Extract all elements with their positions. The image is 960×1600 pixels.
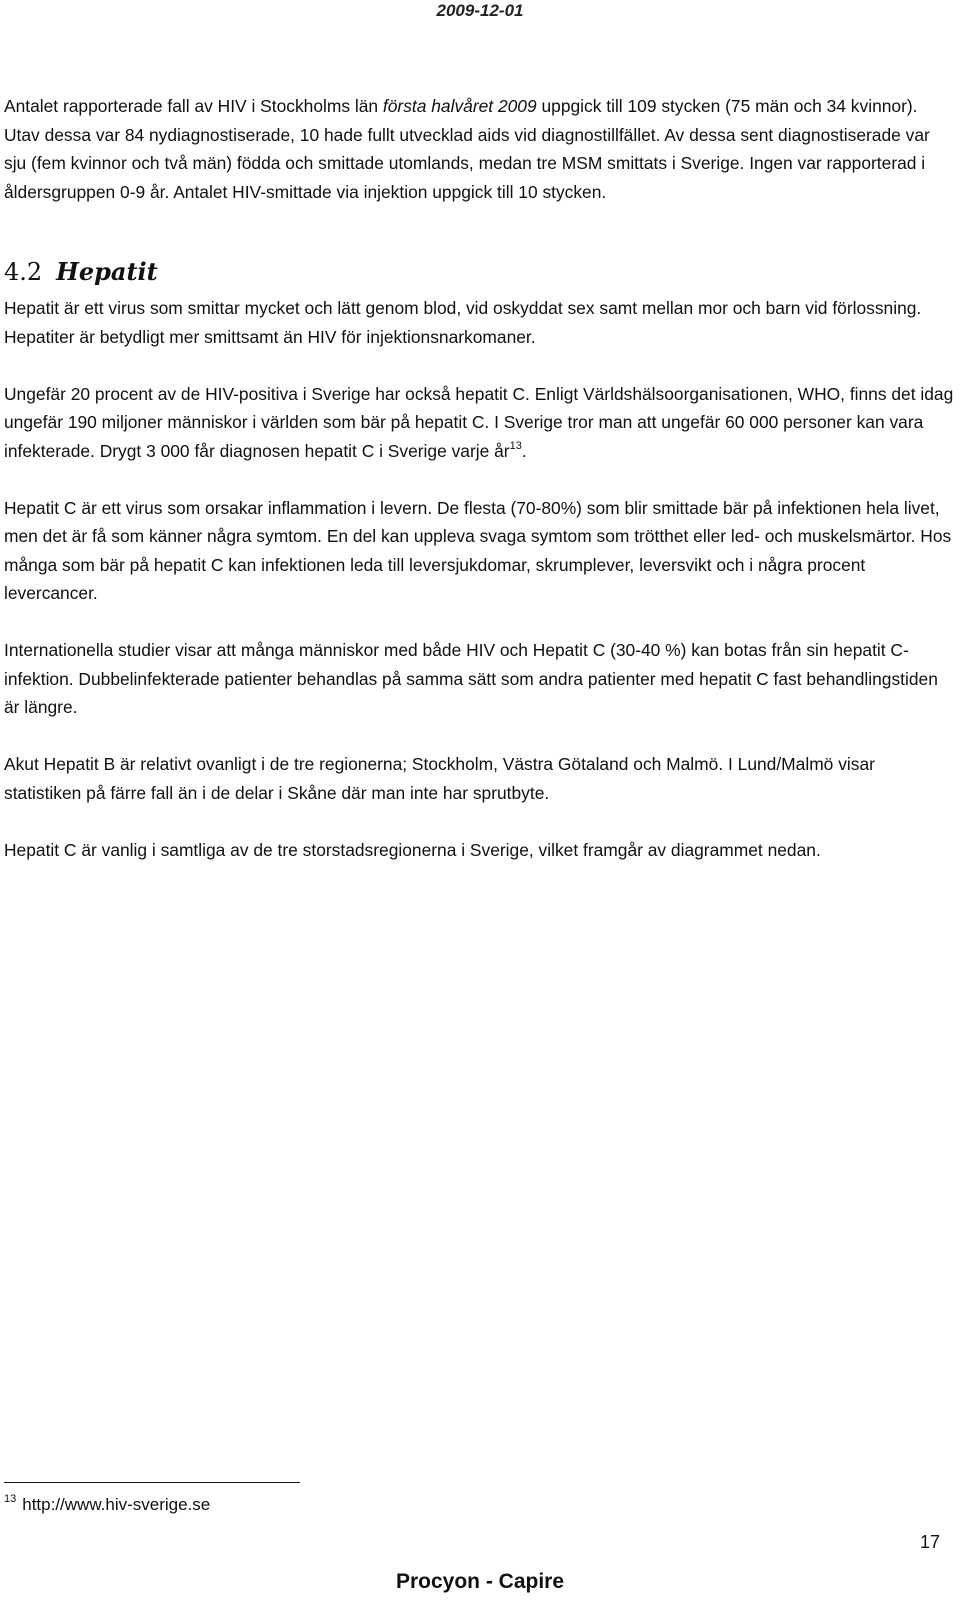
paragraph-acute-hepatit-b: Akut Hepatit B är relativt ovanligt i de tre regionerna; Stockholm, Västra Götaland och Malmö. I Lund/Malmö visar statistiken på färre fall än i de delar i Skåne där man inte har sprutbyte. bbox=[4, 754, 875, 803]
footnote-number: 13 bbox=[4, 1493, 17, 1505]
paragraph-hepatit-c-regions: Hepatit C är vanlig i samtliga av de tre storstadsregionerna i Sverige, vilket framgår av diagrammet nedan. bbox=[4, 839, 821, 860]
paragraph-hepatit-c-description: Hepatit C är ett virus som orsakar inflammation i levern. De flesta (70-80%) som blir smittade bär på infektionen hela livet, men det är få som känner några symtom. En del kan uppleva svaga symtom som trötthet eller led- och muskelsmärtor. Hos många som bär på hepatit C kan infektionen leda till leversjukdomar, skrumplever, leversvikt och i några procent levercancer. bbox=[4, 497, 952, 603]
paragraph-end-period: . bbox=[521, 440, 527, 461]
paragraph-hiv-hepatit-stats bbox=[4, 380, 954, 466]
paragraph-hepatit-intro: Hepatit är ett virus som smittar mycket och lätt genom blod, vid oskyddat sex samt mellan mor och barn vid förlossning. Hepatiter är betydligt mer smittsamt än HIV för injektionsnarkomaner. bbox=[4, 298, 922, 347]
paragraph-international-studies: Internationella studier visar att många människor med både HIV och Hepatit C (30-40 %) kan botas från sin hepatit C-infektion. Dubbelinfekterade patienter behandlas på samma sätt som andra patienter med hepatit C fast behandlingstiden är längre. bbox=[4, 640, 938, 717]
section-title: Hepatit bbox=[56, 257, 158, 286]
body-content bbox=[4, 92, 954, 864]
section-number: 4.2 bbox=[4, 258, 43, 286]
section-heading bbox=[4, 252, 954, 292]
intro-text-start: Antalet rapporterade fall av HIV i Stockholms län bbox=[4, 96, 383, 116]
footer-company-name: Procyon - Capire bbox=[395, 1570, 565, 1593]
intro-text-end: uppgick till 109 stycken (75 män och 34 kvinnor). Utav dessa var 84 nydiagnostiserade, 10 hade fullt utvecklad aids vid diagnostillfället. Av dessa sent diagnostiserade var sju (fem kvinnor och två män) födda och smittade utomlands, medan tre MSM smittats i Sverige. Ingen var rapporterad i åldersgruppen 0-9 år. Antalet HIV-smittade via injektion uppgick till 10 stycken. bbox=[4, 96, 930, 202]
paragraph-hiv-hepatit-stats-text: Ungefär 20 procent av de HIV-positiva i Sverige har också hepatit C. Enligt Världshälsoorganisationen, WHO, finns det idag ungefär 190 miljoner människor i världen som bär på hepatit C. I Sverige tror man att ungefär 60 000 personer kan vara infekterade. Drygt 3 000 får diagnosen hepatit C i Sverige varje år bbox=[4, 383, 954, 461]
footnote-divider bbox=[4, 1482, 300, 1483]
page-number: 17 bbox=[919, 1532, 940, 1552]
footnote-link[interactable]: http://www.hiv-sverige.se bbox=[22, 1495, 211, 1514]
footnote-reference: 13 bbox=[509, 439, 522, 452]
header-date: 2009-12-01 bbox=[436, 1, 524, 20]
intro-paragraph bbox=[4, 92, 954, 206]
intro-italic-phrase: första halvåret 2009 bbox=[382, 96, 537, 116]
footnote bbox=[4, 1492, 210, 1518]
